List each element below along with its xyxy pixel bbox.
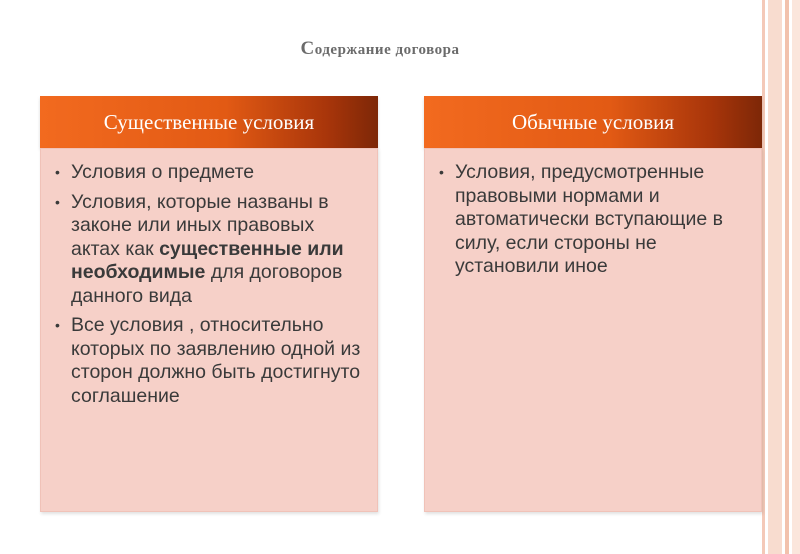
slide-title-rest: одержание договора xyxy=(314,42,460,58)
list-item xyxy=(53,191,365,309)
border-stripe xyxy=(792,0,800,554)
bullet-icon: • xyxy=(55,164,60,180)
ordinary-terms-header xyxy=(424,96,762,148)
list-item-text-after: для договоров данного вида xyxy=(71,261,343,307)
list-item-text: Все условия , относительно которых по заявлению одной из сторон должно быть достигнуто соглашение xyxy=(71,314,361,407)
list-item-text: Условия, предусмотренные правовыми нормами и автоматически вступающие в силу, если стороны не установили иное xyxy=(455,161,723,277)
ordinary-terms-panel xyxy=(424,148,762,512)
ordinary-terms-header-label: Обычные условия xyxy=(511,109,675,134)
essential-terms-header-label: Существенные условия xyxy=(103,109,315,134)
list-item xyxy=(53,314,365,408)
slide-title-initial: С xyxy=(300,38,315,59)
essential-terms-header xyxy=(40,96,378,148)
ordinary-terms-list xyxy=(437,161,749,279)
list-item-text: Условия о предмете xyxy=(71,161,255,183)
list-item xyxy=(437,161,749,279)
border-stripe xyxy=(785,0,789,554)
list-item-text: Условия, которые названы в законе или иных правовых актах как xyxy=(71,190,329,260)
essential-terms-panel xyxy=(40,148,378,512)
bullet-icon: • xyxy=(55,193,60,210)
bullet-icon: • xyxy=(55,317,60,333)
border-stripe xyxy=(768,0,782,554)
list-item-bold-text: существенные или необходимые xyxy=(71,237,344,283)
bullet-icon: • xyxy=(439,164,444,180)
border-stripe xyxy=(762,0,765,554)
list-item xyxy=(53,161,365,185)
essential-terms-list xyxy=(53,161,365,408)
slide-title xyxy=(0,38,760,60)
